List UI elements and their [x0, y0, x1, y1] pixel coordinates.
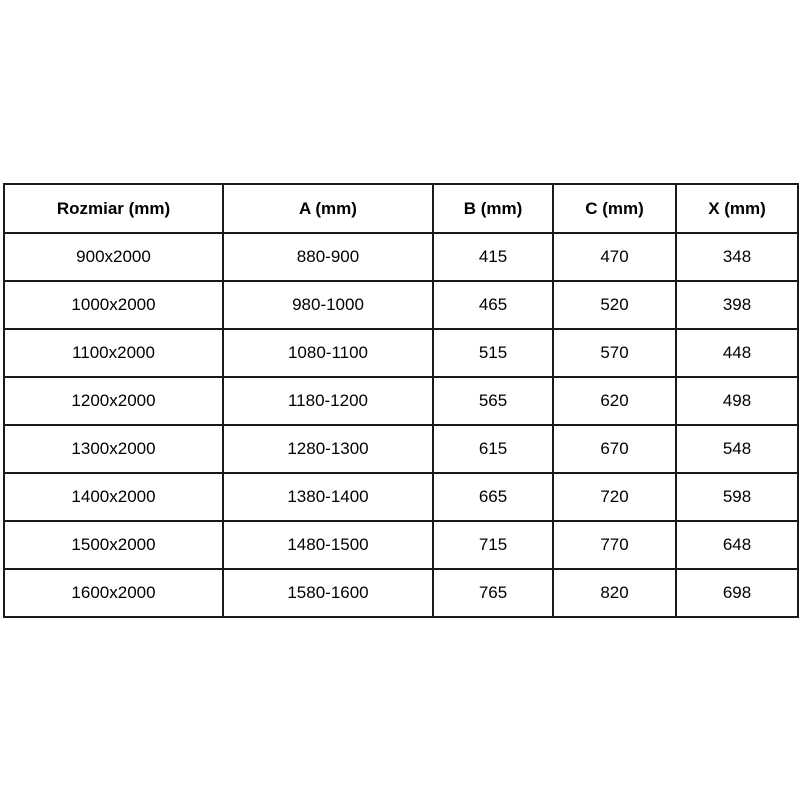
table-cell: 820 [553, 569, 676, 617]
table-cell: 548 [676, 425, 798, 473]
header-x: X (mm) [676, 184, 798, 233]
header-rozmiar: Rozmiar (mm) [4, 184, 223, 233]
table-row [4, 425, 798, 473]
table-cell: 598 [676, 473, 798, 521]
table-cell: 620 [553, 377, 676, 425]
header-b: B (mm) [433, 184, 553, 233]
table-cell: 470 [553, 233, 676, 281]
table-cell: 1180-1200 [223, 377, 433, 425]
table-cell: 515 [433, 329, 553, 377]
table-row [4, 569, 798, 617]
table-cell: 770 [553, 521, 676, 569]
table-cell: 765 [433, 569, 553, 617]
table-row [4, 329, 798, 377]
table-cell: 720 [553, 473, 676, 521]
table-cell: 1000x2000 [4, 281, 223, 329]
table-cell: 1300x2000 [4, 425, 223, 473]
table-cell: 1480-1500 [223, 521, 433, 569]
table-cell: 648 [676, 521, 798, 569]
table-cell: 1200x2000 [4, 377, 223, 425]
table-row [4, 521, 798, 569]
table-cell: 1100x2000 [4, 329, 223, 377]
table-cell: 415 [433, 233, 553, 281]
table-cell: 698 [676, 569, 798, 617]
table-cell: 1400x2000 [4, 473, 223, 521]
table-cell: 1280-1300 [223, 425, 433, 473]
table-cell: 465 [433, 281, 553, 329]
table-cell: 1380-1400 [223, 473, 433, 521]
table-cell: 665 [433, 473, 553, 521]
table-cell: 980-1000 [223, 281, 433, 329]
table-cell: 715 [433, 521, 553, 569]
size-dimensions-table [3, 183, 799, 618]
table-cell: 900x2000 [4, 233, 223, 281]
table-cell: 1580-1600 [223, 569, 433, 617]
header-c: C (mm) [553, 184, 676, 233]
table-cell: 565 [433, 377, 553, 425]
table-cell: 1500x2000 [4, 521, 223, 569]
table-cell: 498 [676, 377, 798, 425]
table-row [4, 233, 798, 281]
table-cell: 520 [553, 281, 676, 329]
table-cell: 1600x2000 [4, 569, 223, 617]
table-cell: 348 [676, 233, 798, 281]
table-cell: 670 [553, 425, 676, 473]
table-row [4, 473, 798, 521]
table-cell: 570 [553, 329, 676, 377]
table-cell: 615 [433, 425, 553, 473]
table-cell: 448 [676, 329, 798, 377]
table-cell: 1080-1100 [223, 329, 433, 377]
header-a: A (mm) [223, 184, 433, 233]
table-cell: 398 [676, 281, 798, 329]
table-cell: 880-900 [223, 233, 433, 281]
table-header-row [4, 184, 798, 233]
table-row [4, 281, 798, 329]
table-row [4, 377, 798, 425]
